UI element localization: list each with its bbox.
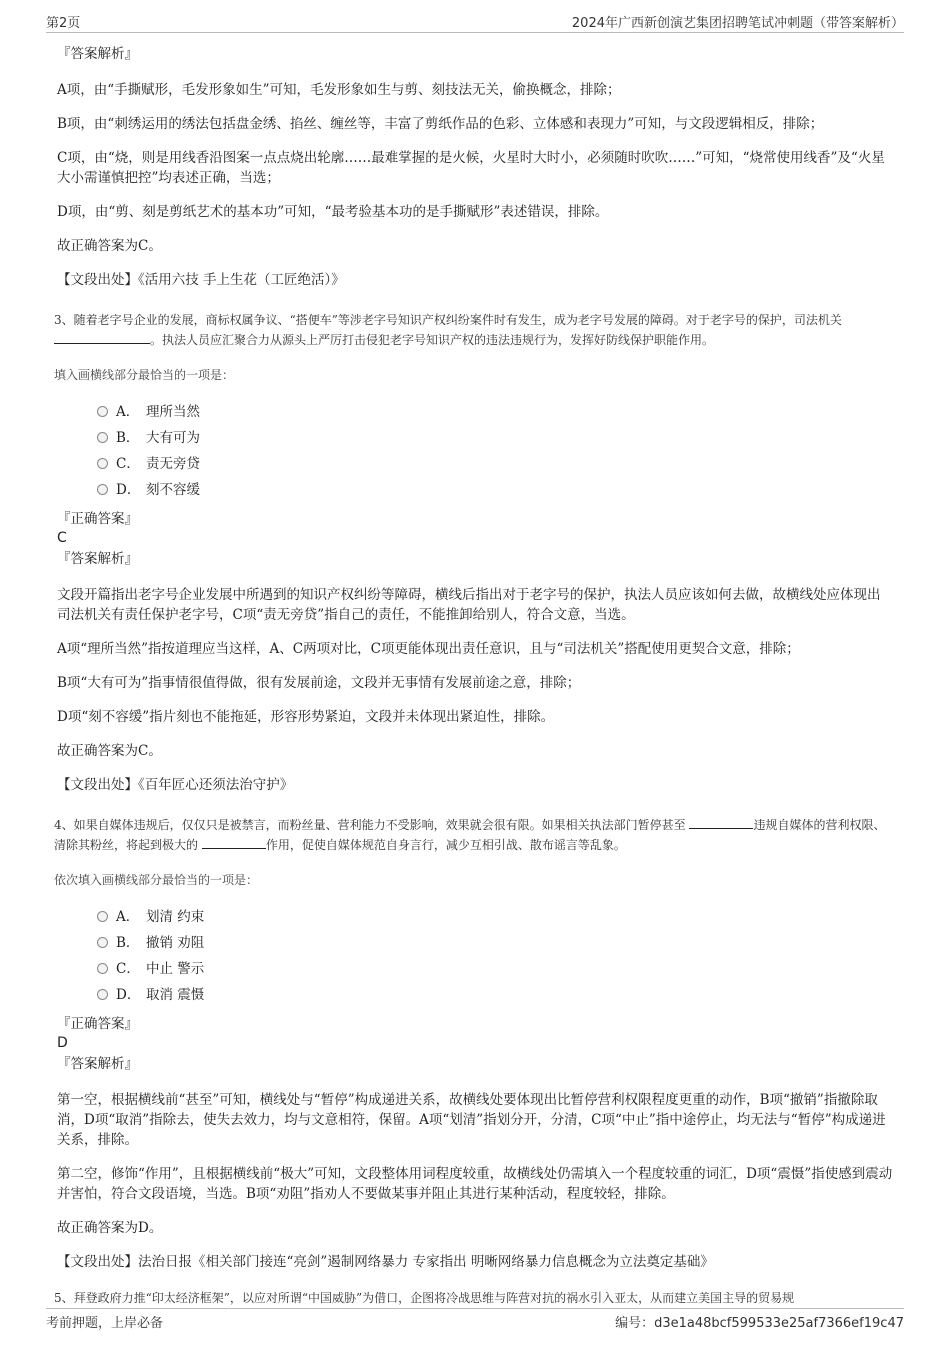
source-citation: 【文段出处】法治日报《相关部门接连“亮剑”遏制网络暴力 专家指出 明晰网络暴力信息概念为立法奠定基础》: [57, 1254, 714, 1270]
radio-icon[interactable]: [97, 458, 108, 469]
question-4-prompt: 依次填入画横线部分最恰当的一项是：: [54, 873, 259, 887]
radio-icon[interactable]: [97, 432, 108, 443]
radio-icon[interactable]: [97, 937, 108, 948]
question-5-stem: 5、拜登政府力推“印太经济框架”，以应对所谓“中国威胁”为借口，企图将冷战思维与阵营对抗的祸水引入亚太，从而建立美国主导的贸易规: [54, 1291, 795, 1305]
explain-label: 『答案解析』: [57, 551, 138, 567]
explain-paragraph: 第一空，根据横线前“甚至”可知，横线处与“暂停”构成递进关系，故横线处要体现出比暂停营利权限程度更重的动作，B项“撤销”指撤除取消，D项“取消”指除去，使失去效力，均与文意相符，保留。A项“划清”指划分开，分清，C项“中止”指中途停止，均无法与“暂停”构成递进关系，排除。: [57, 1092, 886, 1148]
question-4-options: [97, 904, 893, 1008]
explain-paragraph: A项“理所当然”指按道理应当这样，A、C两项对比，C项更能体现出责任意识，且与“司法机关”搭配使用更契合文意，排除；: [57, 641, 800, 657]
document-id: 编号：d3e1a48bcf599533e25af7366ef19c47: [615, 1316, 904, 1331]
explain-option-a: A项，由“手撕赋形，毛发形象如生”可知，毛发形象如生与剪、刻技法无关，偷换概念，排除；: [57, 82, 621, 98]
answer-conclusion: 故正确答案为D。: [57, 1220, 163, 1236]
question-3-stem: 3、随着老字号企业的发展，商标权属争议、“搭便车”等涉老字号知识产权纠纷案件时有发生，成为老字号发展的障碍。对于老字号的保护，司法机关 。执法人员应汇聚合力从源头上严厉打击侵犯老字号知识产权的违法违规行为，发挥好防线保护职能作用。: [54, 313, 842, 347]
option-a[interactable]: A． 划清 约束: [97, 904, 893, 930]
answer-conclusion: 故正确答案为C。: [57, 238, 162, 254]
option-a[interactable]: A． 理所当然: [97, 399, 893, 425]
document-body: [54, 44, 893, 1324]
source-citation: 【文段出处】《百年匠心还须法治守护》: [57, 777, 294, 793]
option-b[interactable]: B． 撤销 劝阻: [97, 930, 893, 956]
question-3-prompt: 填入画横线部分最恰当的一项是：: [54, 368, 235, 382]
explain-label: 『答案解析』: [57, 1056, 138, 1072]
radio-icon[interactable]: [97, 484, 108, 495]
answer-conclusion: 故正确答案为C。: [57, 743, 162, 759]
correct-answer-label: 『正确答案』: [57, 511, 138, 527]
explain-paragraph: 文段开篇指出老字号企业发展中所遇到的知识产权纠纷等障碍，横线后指出对于老字号的保护，执法人员应该如何去做，故横线处应体现出司法机关有责任保护老字号，C项“责无旁贷”指自己的责任，不能推卸给别人，符合文意，当选。: [57, 587, 881, 623]
explain-option-c: C项，由“烧，则是用线香沿图案一点点烧出轮廓……最难掌握的是火候，火星时大时小，必须随时吹吹……”可知，“烧常使用线香”及“火星大小需谨慎把控”均表述正确，当选；: [57, 150, 885, 186]
question-4-stem: 4、如果自媒体违规后，仅仅只是被禁言，而粉丝量、营利能力不受影响，效果就会很有限。如果相关执法部门暂停甚至 违规自媒体的营利权限、清除其粉丝，将起到极大的 作用，促使自媒体规范自身言行，减少互相引战、散布谣言等乱象。: [54, 818, 886, 852]
option-d[interactable]: D． 刻不容缓: [97, 477, 893, 503]
radio-icon[interactable]: [97, 963, 108, 974]
question-3-options: [97, 399, 893, 503]
explain-option-b: B项，由“刺绣运用的绣法包括盘金绣、掐丝、缠丝等，丰富了剪纸作品的色彩、立体感和表现力”可知，与文段逻辑相反，排除；: [57, 116, 824, 132]
option-c[interactable]: C． 责无旁贷: [97, 451, 893, 477]
explain-label: 『答案解析』: [57, 46, 138, 62]
document-title: 2024年广西新创演艺集团招聘笔试冲刺题（带答案解析）: [571, 16, 904, 31]
source-citation: 【文段出处】《活用六技 手上生花（工匠绝活）》: [57, 272, 345, 288]
footer-slogan: 考前押题，上岸必备: [46, 1316, 164, 1331]
correct-answer-value: D: [57, 1035, 68, 1051]
page-footer: [46, 1308, 904, 1331]
option-c[interactable]: C． 中止 警示: [97, 956, 893, 982]
fill-blank: [202, 836, 266, 849]
fill-blank: [689, 816, 753, 829]
radio-icon[interactable]: [97, 406, 108, 417]
option-b[interactable]: B． 大有可为: [97, 425, 893, 451]
radio-icon[interactable]: [97, 989, 108, 1000]
correct-answer-label: 『正确答案』: [57, 1016, 138, 1032]
explain-paragraph: 第二空，修饰“作用”，且根据横线前“极大”可知，文段整体用词程度较重，故横线处仍需填入一个程度较重的词汇，D项“震慑”指使感到震动并害怕，符合文段语境，当选。B项“劝阻”指劝人不要做某事并阻止其进行某种活动，程度较轻，排除。: [57, 1166, 893, 1202]
page-header: [46, 10, 904, 33]
fill-blank: [54, 331, 150, 344]
option-d[interactable]: D． 取消 震慑: [97, 982, 893, 1008]
explain-option-d: D项，由“剪、刻是剪纸艺术的基本功”可知，“最考验基本功的是手撕赋形”表述错误，排除。: [57, 204, 609, 220]
explain-paragraph: B项“大有可为”指事情很值得做，很有发展前途，文段并无事情有发展前途之意，排除；: [57, 675, 581, 691]
explain-paragraph: D项“刻不容缓”指片刻也不能拖延，形容形势紧迫，文段并未体现出紧迫性，排除。: [57, 709, 555, 725]
correct-answer-value: C: [57, 530, 67, 546]
radio-icon[interactable]: [97, 911, 108, 922]
page-number: 第2页: [46, 16, 81, 31]
